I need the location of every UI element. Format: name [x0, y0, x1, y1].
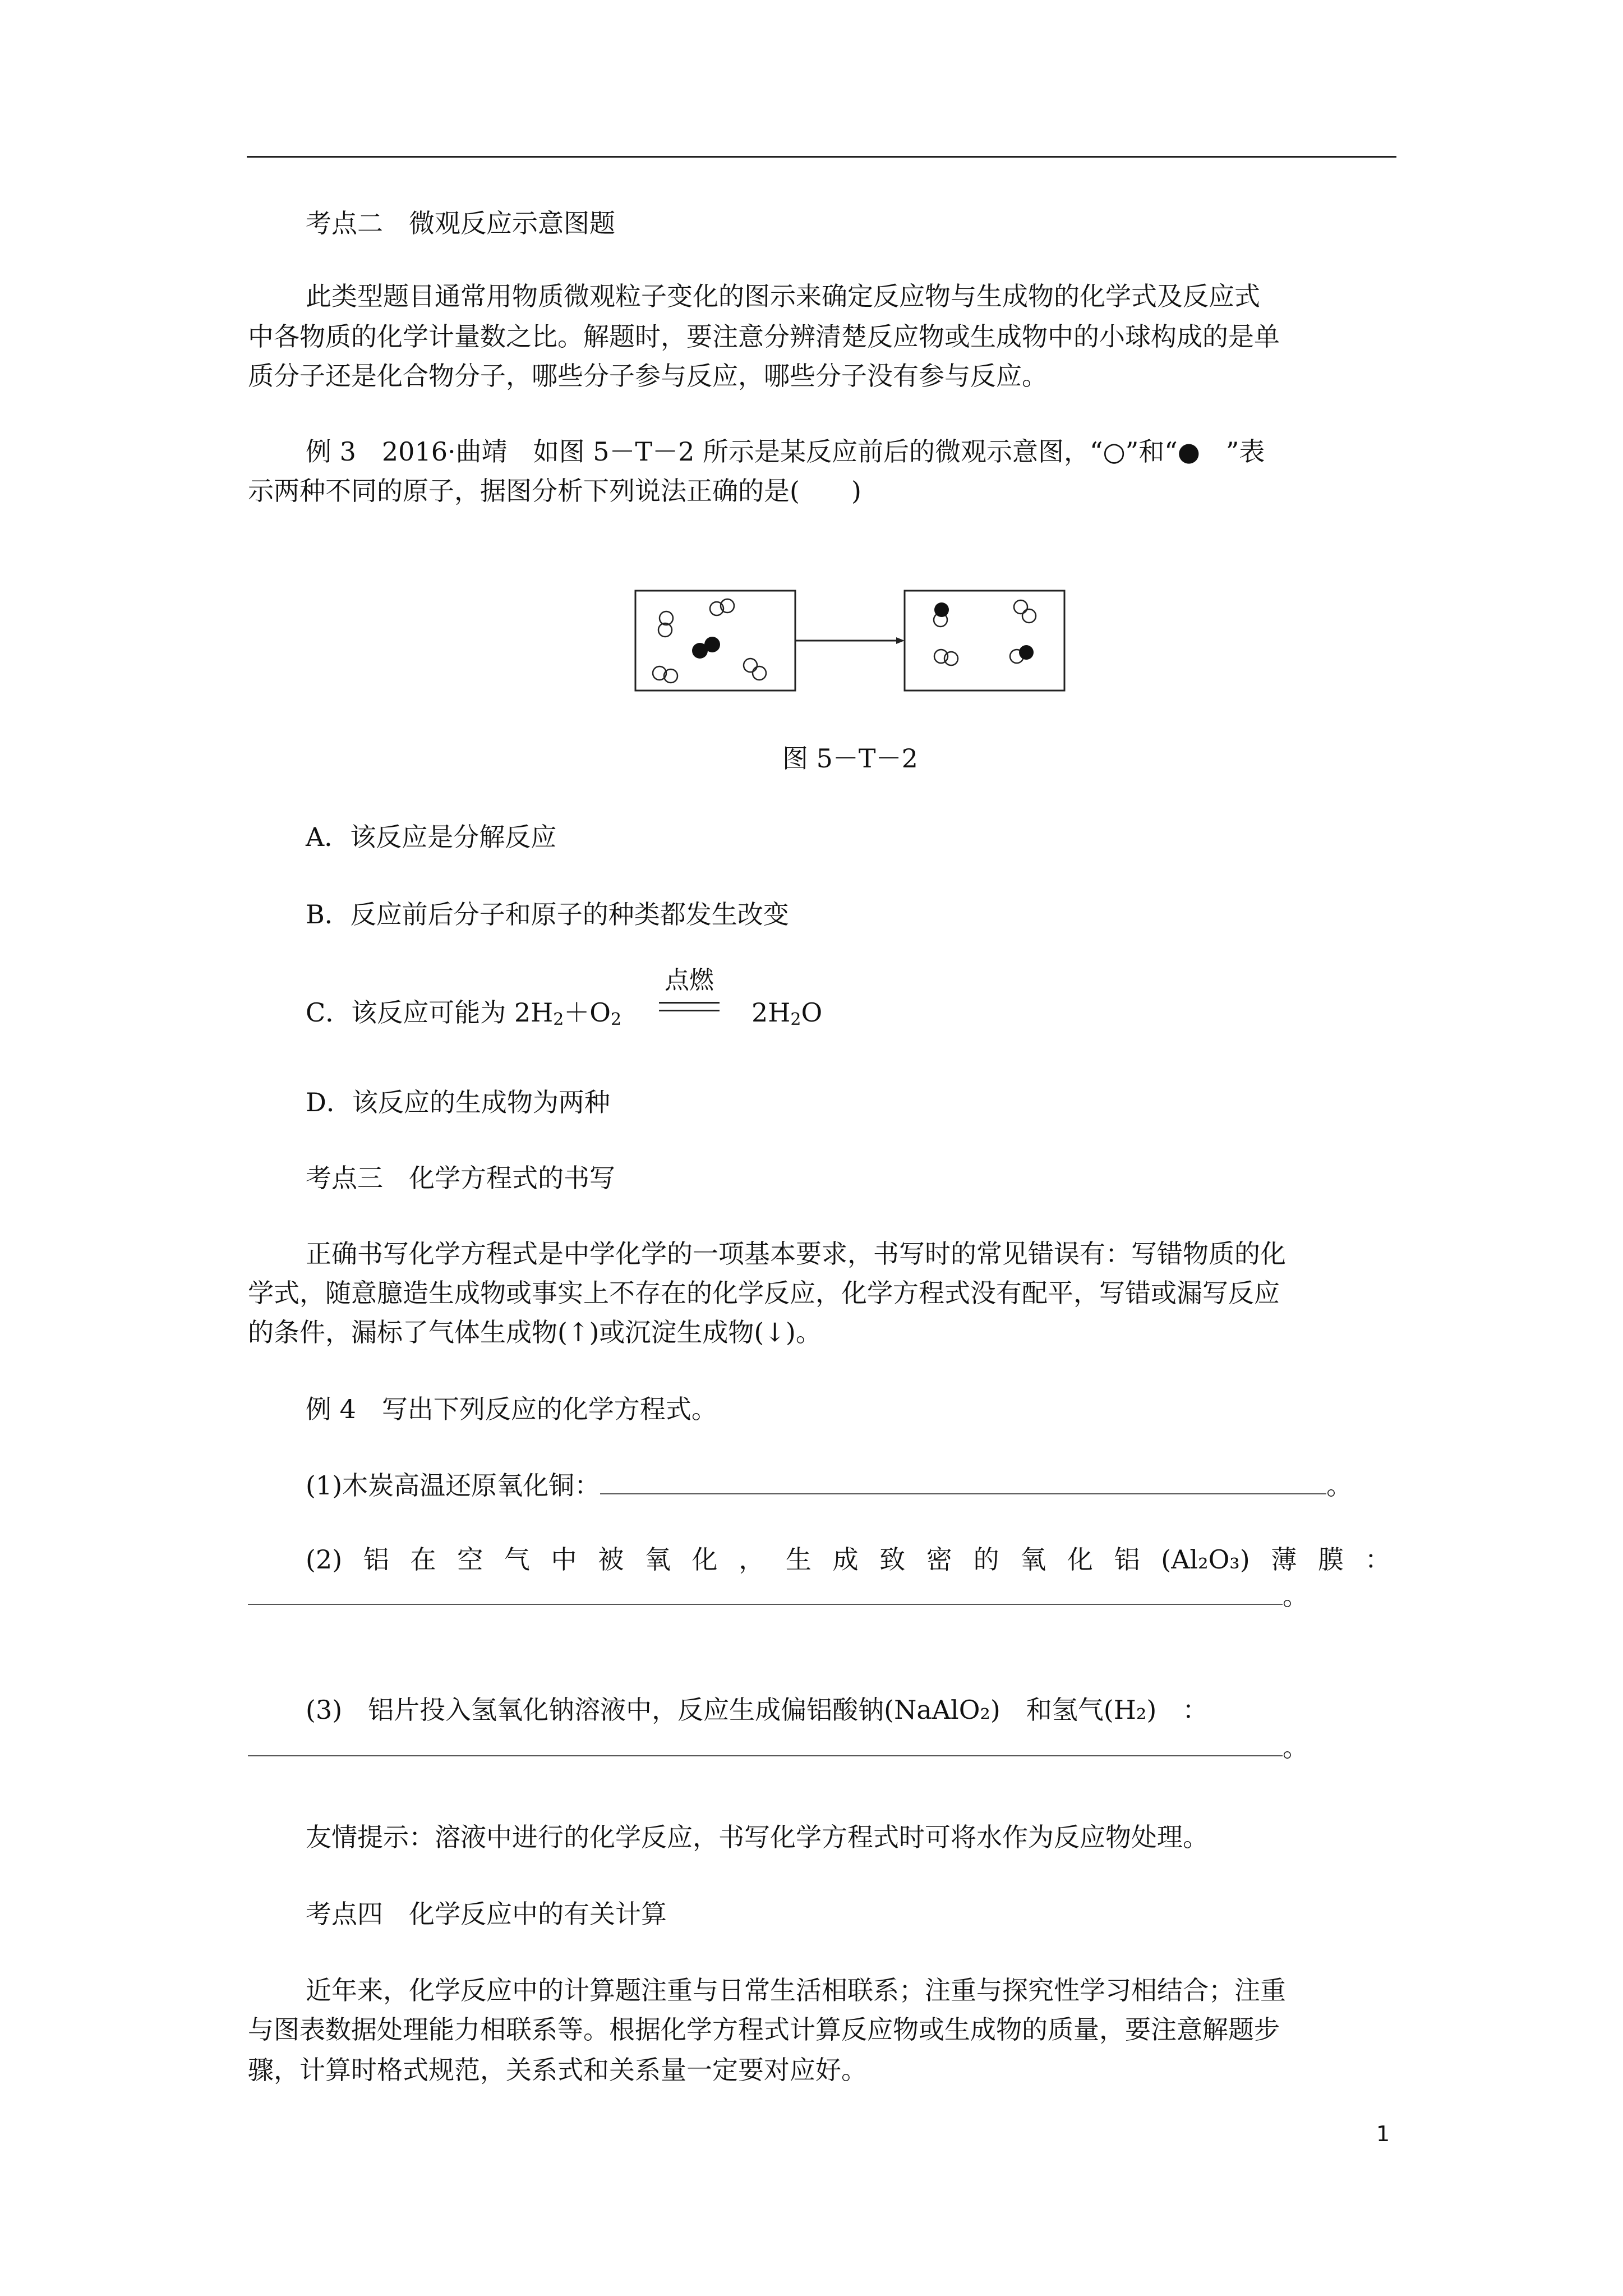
- black-atom: [704, 637, 720, 652]
- question-3: (3) 铝片投入氢氧化钠溶液中，反应生成偏铝酸钠(NaAlO₂) 和氢气(H₂) ：: [306, 1695, 1209, 1725]
- paragraph-line: 近年来，化学反应中的计算题注重与日常生活相联系；注重与探究性学习相结合；注重: [306, 1975, 1286, 2005]
- paragraph-line: 此类型题目通常用物质微观粒子变化的图示来确定反应物与生成物的化学式及反应式: [306, 281, 1260, 311]
- question-3-answer-line: 。: [248, 1731, 1308, 1764]
- answer-blank-2[interactable]: [248, 1581, 1283, 1605]
- section-heading-2: 考点二 微观反应示意图题: [306, 208, 615, 238]
- section-heading-4: 考点四 化学反应中的有关计算: [306, 1899, 667, 1929]
- option-c: C．该反应可能为 $2H_2+O_2$: [306, 997, 622, 1029]
- option-b: B．反应前后分子和原子的种类都发生改变: [306, 899, 789, 930]
- example-3-stem-cont: 示两种不同的原子，据图分析下列说法正确的是( ): [248, 476, 861, 506]
- paragraph-line: 的条件，漏标了气体生成物(↑)或沉淀生成物(↓)。: [248, 1317, 822, 1347]
- equals-line: [659, 1010, 720, 1011]
- question-2: (2) 铝 在 空 气 中 被 氧 化 ， 生 成 致 密 的 氧 化 铝 (Al₂O₃) 薄 膜 ：: [306, 1544, 1391, 1575]
- paragraph-line: 正确书写化学方程式是中学化学的一项基本要求，书写时的常见错误有：写错物质的化: [306, 1239, 1286, 1269]
- question-1: (1)木炭高温还原氧化铜： 。: [306, 1470, 1353, 1501]
- answer-blank-3[interactable]: [248, 1733, 1283, 1756]
- page-number: 1: [1376, 2122, 1390, 2146]
- option-a: A．该反应是分解反应: [306, 822, 557, 852]
- reaction-micro-diagram: [634, 589, 1066, 693]
- section-heading-3: 考点三 化学方程式的书写: [306, 1163, 615, 1193]
- answer-blank-1[interactable]: [600, 1471, 1326, 1494]
- example-3-stem: 例 3 2016·曲靖 如图 5－T－2 所示是某反应前后的微观示意图，“○”和“● ”表: [306, 436, 1265, 467]
- paragraph-line: 学式，随意臆造生成物或事实上不存在的化学反应，化学方程式没有配平，写错或漏写反应: [248, 1278, 1280, 1308]
- header-rule: [247, 156, 1396, 158]
- paragraph-line: 质分子还是化合物分子，哪些分子参与反应，哪些分子没有参与反应。: [248, 361, 1048, 391]
- after-reaction-box: [905, 591, 1064, 691]
- friendly-tip: 友情提示：溶液中进行的化学反应，书写化学方程式时可将水作为反应物处理。: [306, 1822, 1209, 1852]
- question-2-answer-line: 。: [248, 1579, 1308, 1613]
- black-atom: [1019, 645, 1034, 660]
- example-4-intro: 例 4 写出下列反应的化学方程式。: [306, 1394, 717, 1424]
- option-d: D．该反应的生成物为两种: [306, 1087, 610, 1117]
- black-atom: [934, 602, 949, 617]
- equals-line: [659, 1002, 720, 1004]
- reaction-condition: 点燃: [665, 966, 714, 995]
- paragraph-line: 中各物质的化学计量数之比。解题时，要注意分辨清楚反应物或生成物中的小球构成的是单: [248, 321, 1280, 352]
- paragraph-line: 骤，计算时格式规范，关系式和关系量一定要对应好。: [248, 2055, 867, 2085]
- figure-caption: 图 5－T－2: [782, 743, 918, 774]
- paragraph-line: 与图表数据处理能力相联系等。根据化学方程式计算反应物或生成物的质量，要注意解题步: [248, 2014, 1280, 2045]
- option-c-product: $2H_2O$: [751, 997, 823, 1029]
